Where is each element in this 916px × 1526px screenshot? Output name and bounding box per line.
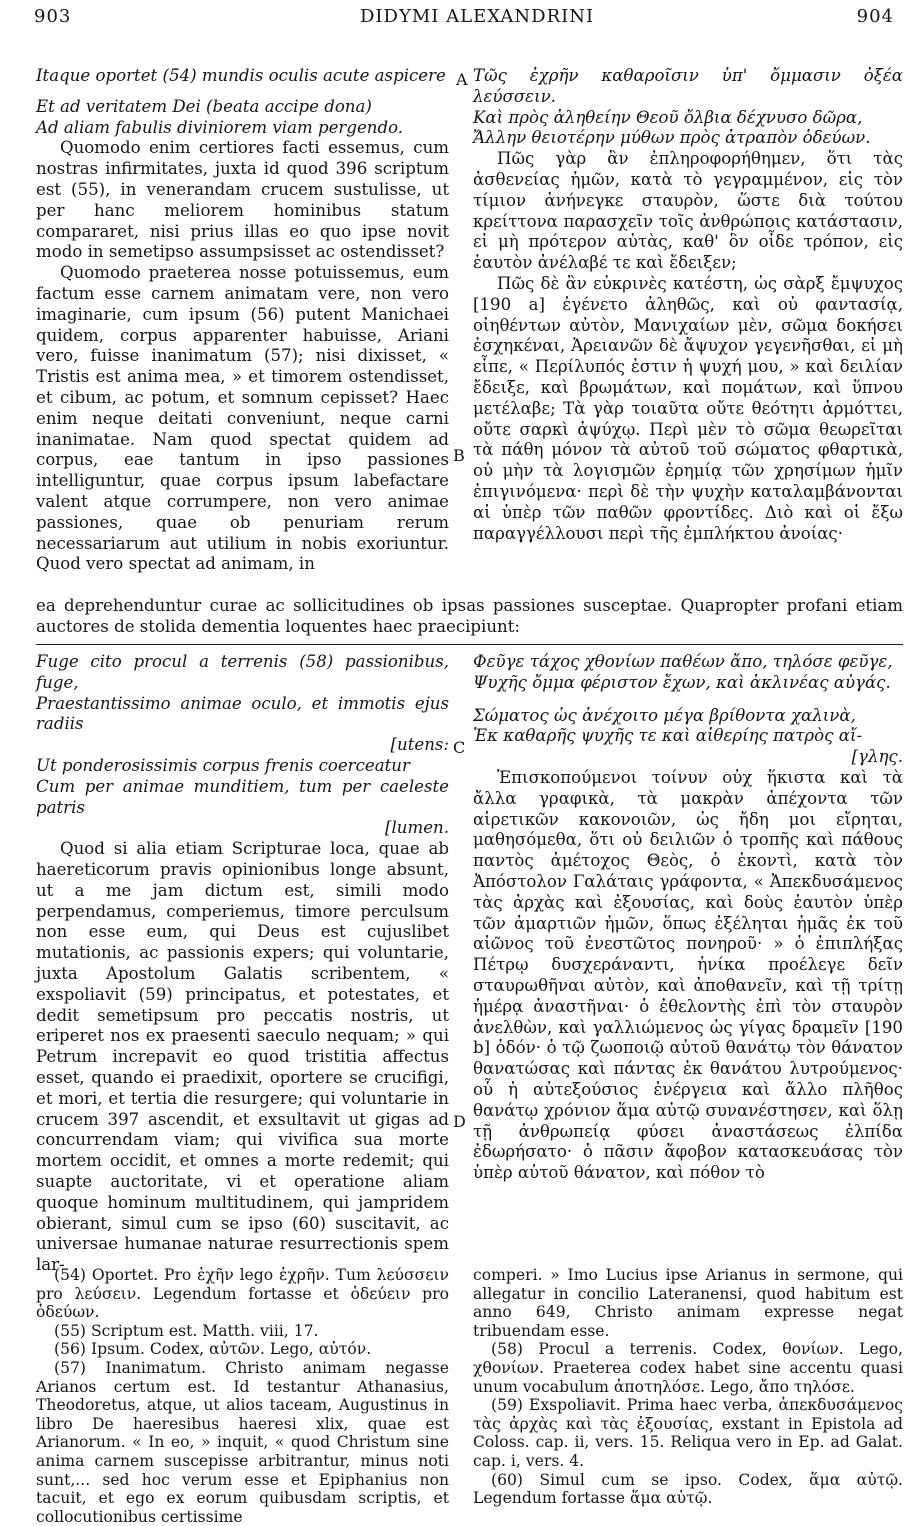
greek-paragraph: Πῶς δὲ ἂν εὐκρινὲς κατέστη, ὡς σὰρξ ἔμψυχος [190 a] ἐγένετο ἀληθῶς, καὶ οὐ φαντασίᾳ, οἰηθέντων αὐτὸν, Μανιχαίων μὲν, σῶμα δοκήσει ἐσχηκέναι, Ἀρειανῶν δὲ ἄψυχον γεγενῆσθαι, εἰ μὴ εἶπε, « Περίλυπός ἐστιν ἡ ψυχή μου, » καὶ δειλίαν ἔδειξε, καὶ βρωμάτων, καὶ πομάτων, καὶ ὕπνου μετέλαβε; Τὰ γὰρ τοιαῦτα οὔτε θεότητι ἁρμόττει, οὔτε σαρκὶ ἀψύχῳ. Περὶ μὲν τὸ σῶμα θεωρεῖται τὰ πάθη μόνον τὰ αὐτοῦ τοῦ σώματος φθαρτικὰ, οὐ μὴν τὰ λογισμῶν ἐρημίᾳ τῶν χρησίμων ἡμῖν ἐπιγινόμενα· περὶ δὲ τὴν ψυχὴν καταλαμβάνονται αἱ ὑπὲρ τῶν παθῶν φροντίδες. Διὸ καὶ οἱ ἔξω παραγγέλλουσι περὶ τῆς ἐμπλήκτου ἀνοίας·	[473, 273, 903, 543]
latin-column-bottom	[36, 652, 449, 1276]
greek-column-top	[473, 66, 903, 544]
latin-verse-line: Praestantissimo animae oculo, et immotis ejus radiis	[36, 693, 449, 734]
margin-letter-b: B	[453, 446, 465, 465]
footnote: (58) Procul a terrenis. Codex, θονίων. Lego, χθονίων. Praeterea codex habet sine accentu quasi unum vocabulum ἀποτηλόσε. Lego, ἄπο τηλόσε.	[473, 1340, 903, 1396]
greek-verse-line: Ἄλλην θειοτέρην μύθων πρὸς ἀτραπὸν ὁδεύων.	[473, 128, 871, 148]
latin-verse-continuation: [utens:	[390, 735, 449, 755]
latin-verse-line: Itaque oportet (54) mundis oculis acute aspicere	[36, 66, 446, 85]
footnote: (60) Simul cum se ipso. Codex, ἅμα αὐτῷ. Legendum fortasse ἅμα αὐτῷ.	[473, 1470, 903, 1508]
footnotes-right	[473, 1266, 903, 1508]
latin-verse-line: Et ad veritatem Dei (beata accipe dona)	[36, 96, 372, 116]
greek-verse-line: Φεῦγε τάχος χθονίων παθέων ἄπο, τηλόσε φεῦγε,	[473, 652, 893, 671]
greek-paragraph: Πῶς γὰρ ἂν ἐπληροφορήθημεν, ὅτι τὰς ἀσθενείας ἡμῶν, κατὰ τὸ γεγραμμένον, εἰς τὸν τίμιον ἀνήνεγκε σταυρὸν, ὥστε διὰ τούτου κρείττονα παρασχεῖν τοῖς ἀνθρώποις κατάστασιν, εἰ μὴ πρότερον αὐτὰς, καθ' ὃν οἶδε τρόπον, εἰς ἑαυτὸν ἀνέλαβέ τε καὶ ἔδειξεν;	[473, 149, 903, 273]
latin-verse-continuation: [lumen.	[385, 818, 449, 838]
footnote: comperi. » Imo Lucius ipse Arianus in sermone, qui allegatur in concilio Lateranensi, quod habitum est anno 649, Christo animam expresse negat tribuendam esse.	[473, 1266, 903, 1340]
greek-paragraph: Ἐπισκοπούμενοι τοίνυν οὐχ ἥκιστα καὶ τὰ ἄλλα γραφικὰ, τὰ μακρὰν ἀπέχοντα τῶν αἱρετικῶν κακονοιῶν, ὡς ἤδη μοι εἴρηται, μαθησόμεθα, ὅτι οὐ δειλιῶν ὁ τροπῆς καὶ πάθους παντὸς ἀμέτοχος Θεὸς, ὁ ἑκοντὶ, κατὰ τὸν Ἀπόστολον Γαλάταις γράφοντα, « Ἀπεκδυσάμενος τὰς ἀρχὰς καὶ ἐξουσίας, καὶ δοὺς ἑαυτὸν ὑπὲρ τῶν ἁμαρτιῶν ἡμῶν, ὅπως ἐξέληται ἡμᾶς ἐκ τοῦ αἰῶνος τοῦ ἐνεστῶτος πονηροῦ· » ὁ ἐπιπλήξας Πέτρῳ δυσχεράναντι, ἡνίκα προέλεγε δεῖν σταυρωθῆναι αὐτὸν, καὶ ἀποθανεῖν, καὶ τῇ τρίτῃ ἡμέρᾳ ἀναστῆναι· ὁ ἐθελοντὴς ἐπὶ τὸν σταυρὸν ἀνελθὼν, καὶ γαλλιώμενος ὡς γίγας δραμεῖν [190 b] ὁδόν· ὁ τῷ ζωοποιῷ αὐτοῦ θανάτῳ τὸν θάνατον θανατώσας καὶ πάντας ἐκ θανάτου λυτρούμενος· οὗ ἡ αὐτεξούσιος ἐνέργεια καὶ ἄλλο πλῆθος θανάτῳ χρόνιον ἅμα αὐτῷ συνανέστησεν, καὶ ὅλῃ τῇ ἀνθρωπείᾳ φύσει ἀναστάσεως ἐλπίδα ἐδωρήσατο· ὁ πᾶσιν ἄφοβον κατασκευάσας τὸν ὑπὲρ αὐτοῦ θάνατον, καὶ πόθον τὸ	[473, 767, 903, 1183]
greek-verse-line: Σώματος ὡς ἀνέχοιτο μέγα βρίθοντα χαλινὰ,	[473, 705, 856, 725]
footnote: (57) Inanimatum. Christo animam negasse Arianos certum est. Id testantur Athanasius, Theodoretus, atque, ut alios taceam, Augustinus in libro De haeresibus haeresi xlix, quae est Arianorum. « In eo, » inquit, « quod Christum sine anima carnem suscepisse arbitrantur, minus noti sunt,... sed hoc verum esse et Epiphanius non tacuit, et ego ex eorum quibusdam scriptis, et collocutionibus certissime	[36, 1358, 449, 1526]
section-divider	[36, 644, 903, 645]
latin-column-top	[36, 66, 449, 575]
footnote: (55) Scriptum est. Matth. viii, 17.	[54, 1321, 319, 1340]
latin-verse-line: Ad aliam fabulis diviniorem viam pergendo.	[36, 117, 404, 137]
latin-verse-line: Ut ponderosissimis corpus frenis coerceatur	[36, 755, 410, 775]
greek-verse-line: Ψυχῆς ὄμμα φέριστον ἔχων, καὶ ἀκλινέας αὐγάς.	[473, 672, 891, 692]
footnote: (59) Exspoliavit. Prima haec verba, ἀπεκδυσάμενος τὰς ἀρχὰς καὶ τὰς ἐξουσίας, exstant in Epistola ad Coloss. cap. ii, vers. 15. Reliqua vero in Ep. ad Galat. cap. i, vers. 4.	[473, 1396, 903, 1470]
footnote: (54) Oportet. Pro ἐχῆν lego ἐχρῆν. Tum λεύσσειν pro λεύσειν. Legendum fortasse et ὁδεύειν pro ὁδεύων.	[36, 1266, 449, 1322]
greek-verse-continuation: [γλης.	[851, 747, 903, 767]
page-number-right: 904	[856, 6, 894, 27]
latin-verse-line: Cum per animae munditiem, tum per caeleste patris	[36, 776, 449, 817]
latin-paragraph: Quomodo praeterea nosse potuissemus, eum factum esse carnem animatam vere, non vero imaginarie, cum ipsum (56) putent Manichaei quidem, corpus apparenter habuisse, Ariani vero, fuisse inanimatum (57); nisi dixisset, « Tristis est anima mea, » et timorem ostendisset, et cibum, ac potum, et somnum cepisset? Haec enim neque deitati conveniunt, neque carni inanimatae. Nam quod spectat quidem ad corpus, eae tantum in ipso passiones intelliguntur, quae corpus ipsum labefactare valent atque corrumpere, non vero animae passiones, quae ob penuriam rerum necessariarum aut utilium in nobis exoriuntur. Quod vero spectat ad animam, in	[36, 263, 449, 574]
margin-letter-d: D	[453, 1112, 466, 1131]
greek-verse-line: Τῶς ἐχρῆν καθαροῖσιν ὑπ' ὄμμασιν ὀξέα λεύσσειν.	[473, 66, 903, 106]
greek-column-bottom	[473, 652, 903, 1184]
running-title: DIDYMI ALEXANDRINI	[360, 6, 595, 27]
latin-paragraph: Quomodo enim certiores facti essemus, cum nostras infirmitates, juxta id quod 396 scriptum est (55), in venerandam crucem sustulisse, ut per hanc meliorem hominibus statum compararet, nisi prius illas eo quo ipse novit modo in semetipso assumpsisset ac ostendisset?	[36, 138, 449, 262]
footnote: (56) Ipsum. Codex, αὐτῶν. Lego, αὐτόν.	[54, 1340, 372, 1359]
latin-verse-line: Fuge cito procul a terrenis (58) passionibus, fuge,	[36, 652, 449, 692]
latin-paragraph: Quod si alia etiam Scripturae loca, quae ab haereticorum pravis opinionibus longe absunt, ut a me jam dictum est, simili modo perpendamus, comperiemus, timore perculsum non esse eum, qui Deus est cujuslibet mutationis, ac passionis expers; qui voluntarie, juxta Apostolum Galatis scribentem, « exspoliavit (59) principatus, et potestates, et dedit semetipsum pro peccatis nostris, ut eriperet nos ex praesenti saeculo nequam; » qui Petrum increpavit eo quod tristitia affectus esset, quando ei praedixit, oportere se crucifigi, et mori, et tertia die resurgere; qui voluntarie in crucem 397 ascendit, et exsultavit ut gigas ad concurrendam viam; qui vivifica sua morte mortem occidit, et omnes a morte redemit; qui suapte auctoritate, vi et operatione aliam quoque hominum multitudinem, qui jampridem obierant, simul cum se ipso (60) suscitavit, ac universae humanae naturae resurrectionis spem lar-	[36, 839, 449, 1275]
bridge-text: ea deprehenduntur curae ac sollicitudines ob ipsas passiones susceptae. Quapropter profani etiam auctores de stolida dementia loquentes haec praecipiunt:	[36, 596, 903, 636]
margin-letter-c: C	[453, 738, 466, 757]
greek-verse-line: Ἐκ καθαρῆς ψυχῆς τε καὶ αἰθερίης πατρὸς αἴ-	[473, 726, 863, 746]
greek-verse-line: Καὶ πρὸς ἀληθείην Θεοῦ ὄλβια δέχνυσο δῶρα,	[473, 107, 863, 127]
running-header	[0, 6, 916, 32]
footnotes-left	[36, 1266, 449, 1526]
page-number-left: 903	[34, 6, 72, 27]
margin-letter-a: A	[456, 70, 468, 89]
